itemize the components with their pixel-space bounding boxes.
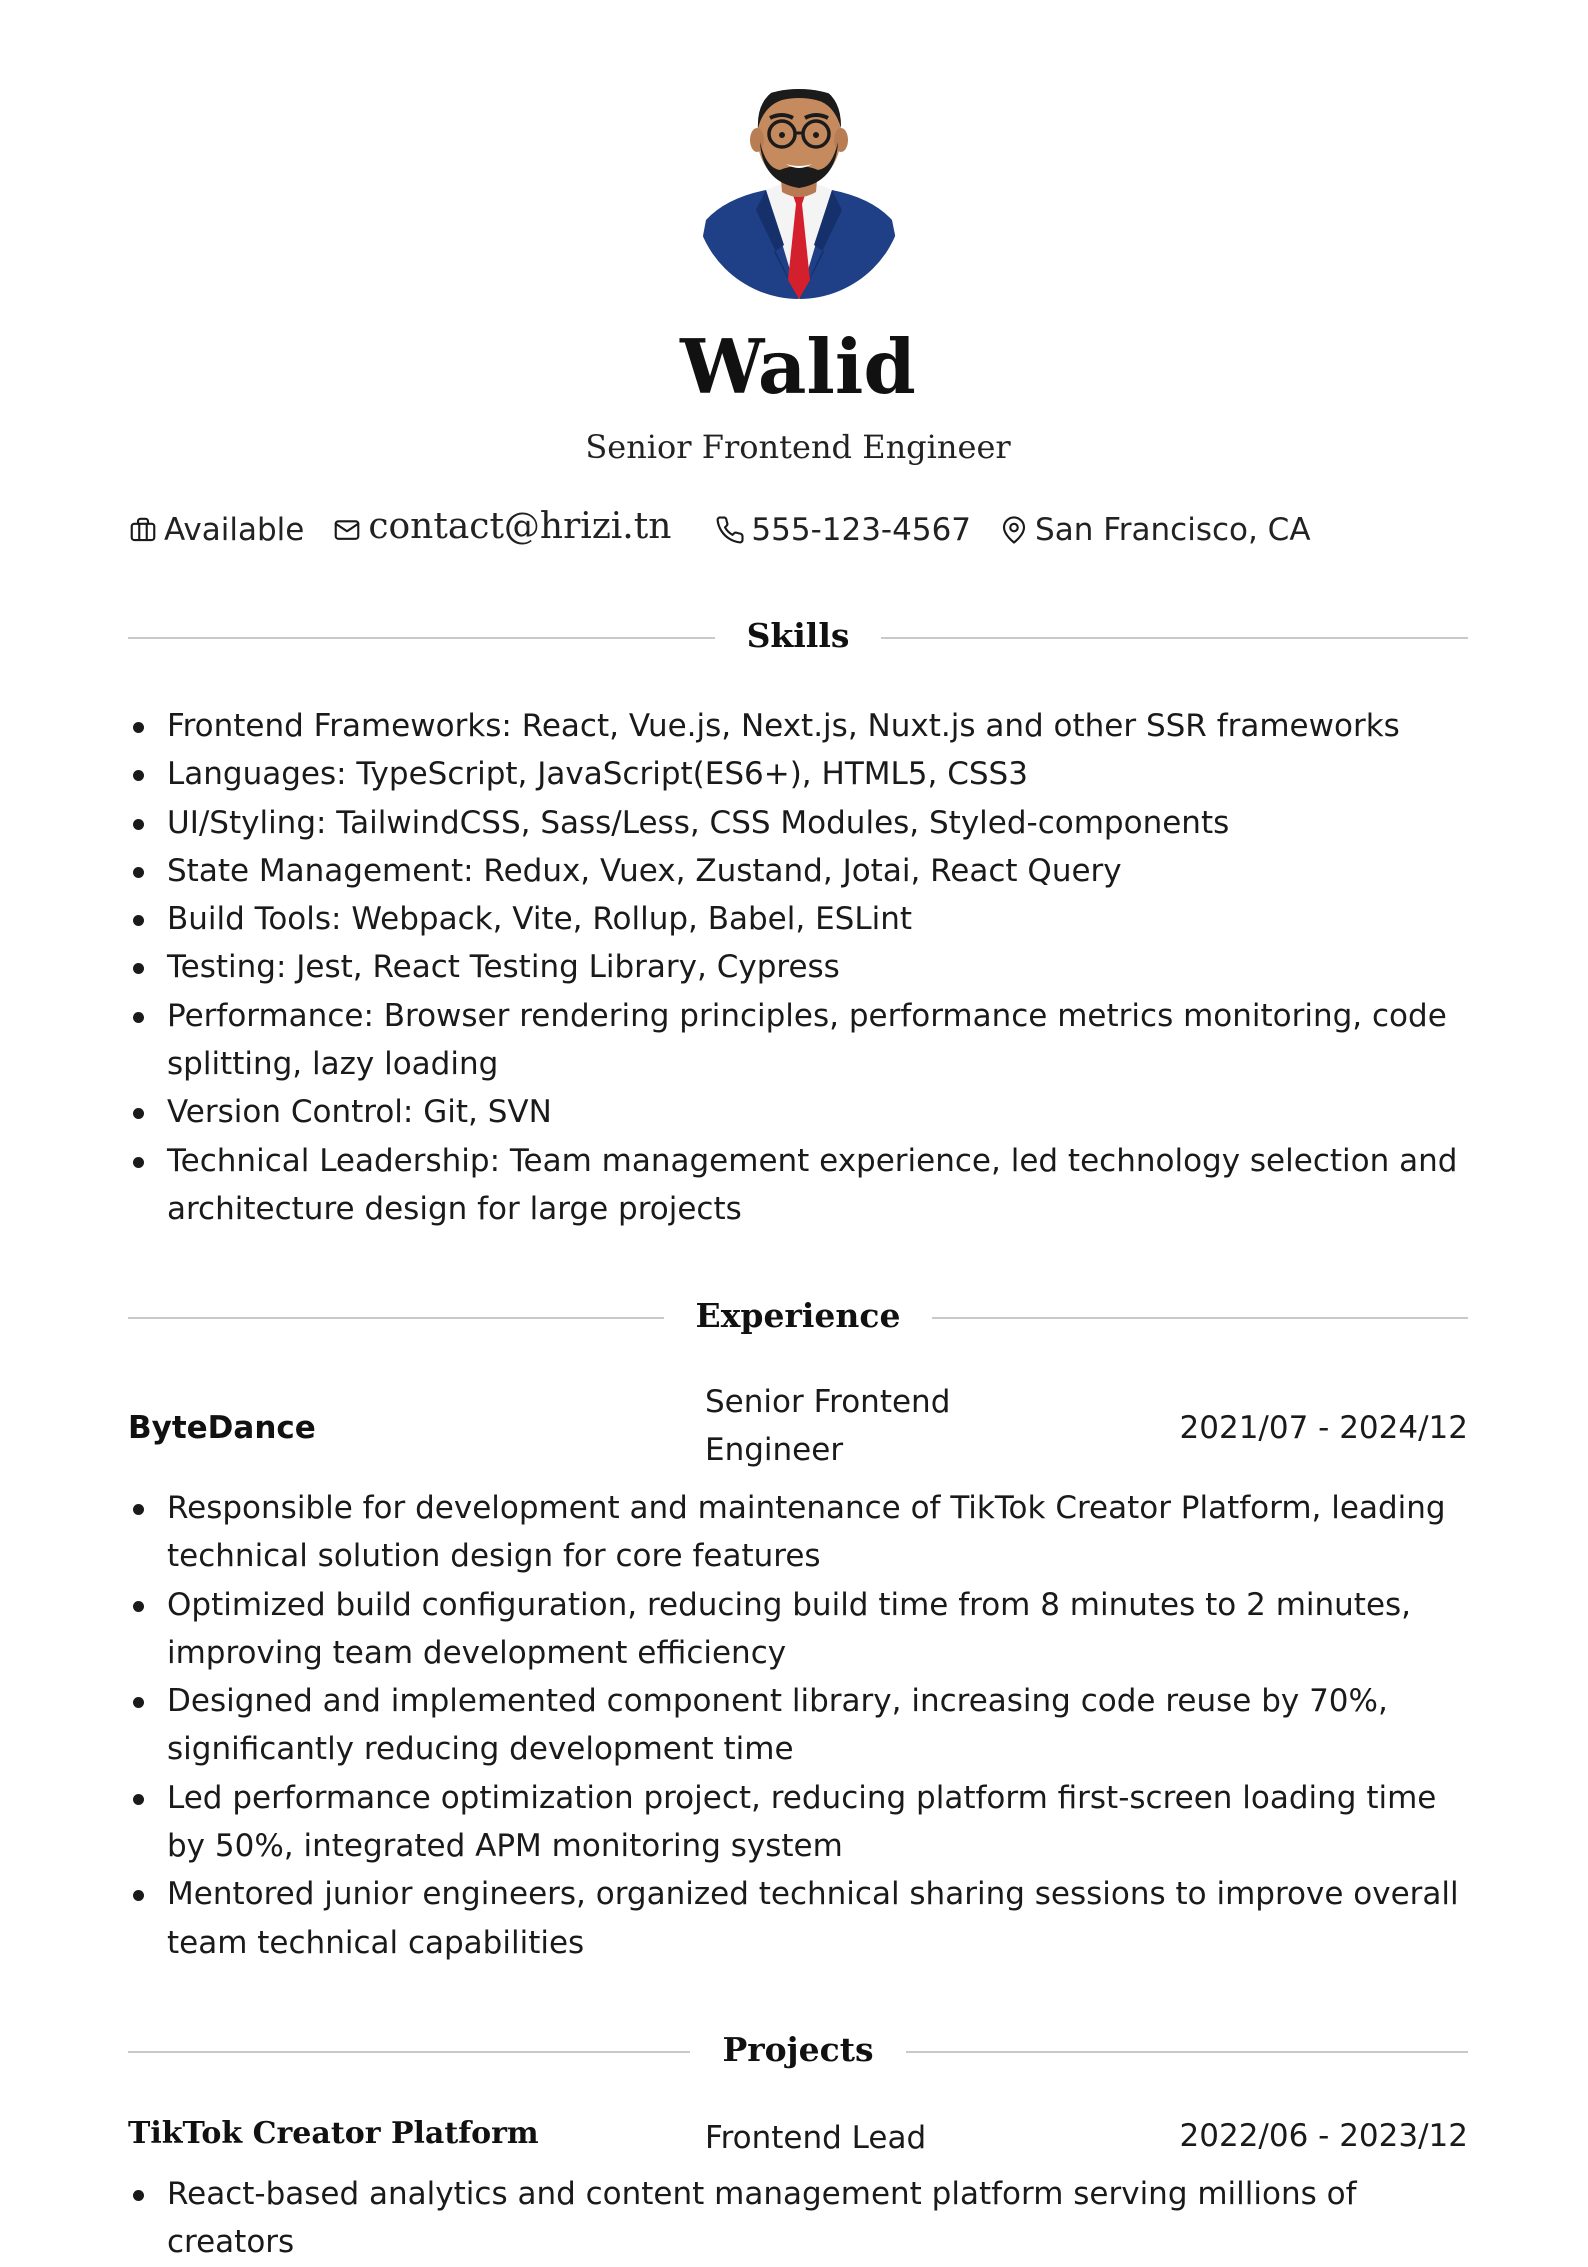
contact-email-link[interactable]: contact@hrizi.tn [368, 505, 672, 547]
list-item: Build Tools: Webpack, Vite, Rollup, Babel, ESLint [128, 895, 1468, 943]
candidate-title: Senior Frontend Engineer [585, 428, 1011, 466]
contact-location [999, 512, 1311, 548]
list-item: UI/Styling: TailwindCSS, Sass/Less, CSS Modules, Styled-components [128, 799, 1468, 847]
contact-phone[interactable] [715, 512, 971, 548]
list-item: Mentored junior engineers, organized technical sharing sessions to improve overall team technical capabilities [128, 1870, 1468, 1967]
skills-heading-label: Skills [746, 615, 850, 655]
job-role: Senior Frontend Engineer [705, 1384, 951, 1468]
avatar [696, 70, 903, 299]
briefcase-icon [128, 515, 158, 545]
skills-heading [128, 610, 1468, 660]
experience-heading [128, 1290, 1468, 1340]
contact-location-text: San Francisco, CA [1035, 512, 1311, 548]
project-name: TikTok Creator Platform [128, 2116, 539, 2151]
list-item: Version Control: Git, SVN [128, 1088, 1468, 1136]
candidate-name: Walid [680, 323, 916, 411]
mail-icon [332, 515, 362, 545]
list-item: State Management: Redux, Vuex, Zustand, Jotai, React Query [128, 847, 1468, 895]
contact-email[interactable] [332, 505, 672, 551]
list-item: Technical Leadership: Team management experience, led technology selection and architecture design for large projects [128, 1137, 1468, 1234]
divider [128, 637, 715, 639]
experience-heading-label: Experience [695, 1295, 901, 1335]
list-item: Optimized build configuration, reducing build time from 8 minutes to 2 minutes, improving team development efficiency [128, 1581, 1468, 1678]
experience-entry-header [128, 1378, 1468, 1478]
projects-heading-label: Projects [722, 2029, 874, 2069]
list-item: React-based analytics and content management platform serving millions of creators [128, 2170, 1468, 2267]
map-pin-icon [999, 515, 1029, 545]
list-item: Testing: Jest, React Testing Library, Cypress [128, 943, 1468, 991]
contact-bar [128, 505, 1339, 552]
skills-list [128, 702, 1468, 1233]
experience-bullets [128, 1484, 1468, 1967]
divider [906, 2051, 1468, 2053]
contact-status [128, 512, 304, 548]
list-item: Frontend Frameworks: React, Vue.js, Next.js, Nuxt.js and other SSR frameworks [128, 702, 1468, 750]
company-name: ByteDance [128, 1410, 316, 1446]
list-item: Responsible for development and maintenance of TikTok Creator Platform, leading technical solution design for core features [128, 1484, 1468, 1581]
list-item: Performance: Browser rendering principles, performance metrics monitoring, code splitting, lazy loading [128, 992, 1468, 1089]
projects-heading [128, 2024, 1468, 2074]
avatar-illustration [696, 70, 903, 299]
list-item: Languages: TypeScript, JavaScript(ES6+), HTML5, CSS3 [128, 750, 1468, 798]
project-bullets [128, 2170, 1468, 2267]
divider [128, 1317, 664, 1319]
project-entry-header [128, 2114, 1468, 2164]
phone-icon [715, 515, 745, 545]
job-dates: 2021/07 - 2024/12 [1179, 1410, 1468, 1446]
divider [128, 2051, 690, 2053]
list-item: Led performance optimization project, reducing platform first-screen loading time by 50%, integrated APM monitoring system [128, 1774, 1468, 1871]
contact-status-text: Available [164, 512, 305, 548]
project-dates: 2022/06 - 2023/12 [1179, 2118, 1468, 2154]
contact-phone-text[interactable]: 555-123-4567 [751, 512, 972, 548]
divider [881, 637, 1468, 639]
project-role: Frontend Lead [705, 2120, 927, 2156]
list-item: Designed and implemented component library, increasing code reuse by 70%, significantly reducing development time [128, 1677, 1468, 1774]
divider [932, 1317, 1468, 1319]
